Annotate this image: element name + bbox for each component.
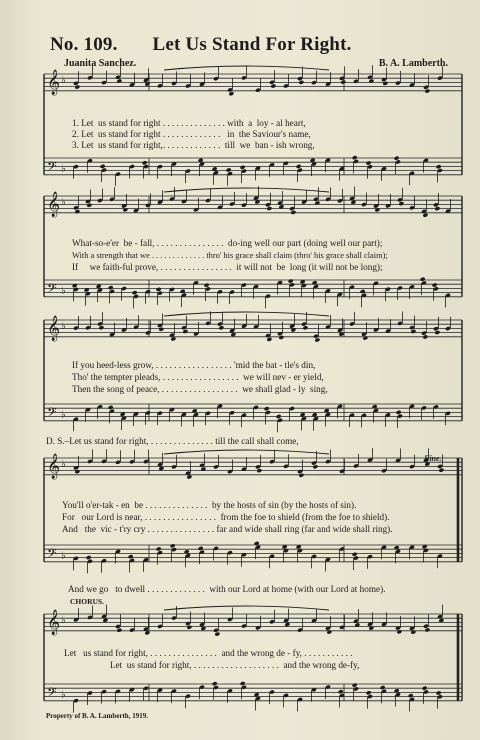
note-head <box>396 410 402 415</box>
note-head <box>214 632 220 637</box>
flat-icon: ♭ <box>61 75 66 87</box>
note-head <box>264 406 270 411</box>
note-head <box>228 91 234 96</box>
note-head <box>288 278 294 283</box>
note-head <box>396 629 402 634</box>
note-head <box>352 683 358 688</box>
note-head <box>312 464 318 469</box>
note-head <box>74 469 80 474</box>
tie-arc <box>164 606 329 610</box>
note-head <box>420 277 426 282</box>
note-head <box>122 207 128 212</box>
note-head <box>226 167 232 172</box>
note-head <box>98 325 104 330</box>
note-head <box>326 629 332 634</box>
bass-clef-icon: 𝄢 <box>47 685 57 704</box>
note-head <box>298 80 304 85</box>
flat-icon: ♭ <box>61 285 66 297</box>
hymn-title: Let Us Stand For Right. <box>152 34 352 55</box>
note-head <box>410 329 416 334</box>
note-head <box>424 88 430 93</box>
note-head <box>394 156 400 161</box>
note-head <box>170 543 176 548</box>
bass-clef-icon: 𝄢 <box>47 281 57 300</box>
note-head <box>338 689 344 694</box>
verse-line: You'll o'er-tak - en be . . . . . . . . . . . . . . by the hosts of sin (by the hosts of sin). <box>62 500 357 510</box>
note-head <box>352 155 358 160</box>
treble-clef-icon: 𝄞 <box>47 454 61 480</box>
note-head <box>434 330 440 335</box>
note-head <box>422 213 428 218</box>
verse-line: What-so-e'er be - fall, . . . . . . . . . . . . . . . do-ing well our part (doing well our part); <box>72 238 383 248</box>
note-head <box>382 81 388 86</box>
note-head <box>434 206 440 211</box>
note-head <box>240 681 246 686</box>
note-head <box>374 207 380 212</box>
note-head <box>182 329 188 334</box>
composer-credit: B. A. Lamberth. <box>378 58 448 69</box>
flat-icon: ♭ <box>61 163 66 175</box>
treble-clef-icon: 𝄞 <box>47 316 61 342</box>
tie-arc <box>164 188 329 192</box>
lyricist-credit: Juanita Sanchez. <box>64 58 137 69</box>
bass-clef-icon: 𝄢 <box>47 159 57 178</box>
note-head <box>340 80 346 85</box>
verse-line: And the vic - t'ry cry . . . . . . . . . . . . . . . far and wide shall ring (far and wide shall ring). <box>62 524 393 534</box>
verse-line: 3. Let us stand for right,. . . . . . . . . . . . . till we ban - ish wrong, <box>72 140 315 150</box>
note-head <box>366 161 372 166</box>
verse-line: 2. Let us stand for right . . . . . . . . . . . . . in the Saviour's name, <box>72 129 311 139</box>
verse-line: For our Lord is near, . . . . . . . . . . . . . . . . from the foe to shield (from the foe to shield). <box>62 512 390 522</box>
flat-icon: ♭ <box>61 197 66 209</box>
verse-line: If you heed-less grow, . . . . . . . . . . . . . . . . . 'mid the bat - tle's din, <box>72 360 316 370</box>
note-head <box>266 206 272 211</box>
flat-icon: ♭ <box>61 459 66 471</box>
note-head <box>410 630 416 635</box>
note-head <box>142 160 148 165</box>
note-head <box>296 164 302 169</box>
note-head <box>156 546 162 551</box>
flat-icon: ♭ <box>61 550 66 562</box>
note-head <box>86 555 92 560</box>
note-head <box>276 414 282 419</box>
note-head <box>298 473 304 478</box>
flat-icon: ♭ <box>61 689 66 701</box>
note-head <box>100 164 106 169</box>
note-head <box>108 405 114 410</box>
flat-icon: ♭ <box>61 615 66 627</box>
note-head <box>352 552 358 557</box>
flat-icon: ♭ <box>61 409 66 421</box>
note-head <box>180 289 186 294</box>
note-head <box>312 280 318 285</box>
note-head <box>266 337 272 342</box>
note-head <box>116 628 122 633</box>
fine-marking: Fine. <box>424 454 442 463</box>
note-head <box>398 201 404 206</box>
note-head <box>360 289 366 294</box>
note-head <box>132 290 138 295</box>
note-head <box>278 335 284 340</box>
note-head <box>212 681 218 686</box>
note-head <box>186 625 192 630</box>
ds-line: D. S.–Let us stand for right, . . . . . . . . . . . . . . till the call shall come, <box>46 436 299 446</box>
hymn-number: No. 109. <box>50 34 118 55</box>
note-head <box>158 327 164 332</box>
note-head <box>366 690 372 695</box>
note-head <box>204 283 210 288</box>
note-head <box>424 627 430 632</box>
copyright-footer: Property of B. A. Lamberth, 1919. <box>46 712 148 720</box>
treble-clef-icon: 𝄞 <box>47 70 61 96</box>
verse-line: 1. Let us stand for right . . . . . . . . . . . . . . with a loy - al heart, <box>72 118 306 128</box>
note-head <box>74 85 80 90</box>
note-head <box>380 685 386 690</box>
verse-line: Tho' the tempter pleads, . . . . . . . . . . . . . . . . . we will nev - er yield, <box>72 372 324 382</box>
note-head <box>256 468 262 473</box>
note-head <box>314 337 320 342</box>
ds-verse-line: And we go to dwell . . . . . . . . . . . . . with our Lord at home (with our Lord at home). <box>68 584 386 594</box>
note-head <box>74 209 80 214</box>
note-head <box>108 285 114 290</box>
bass-clef-icon: 𝄢 <box>47 546 57 565</box>
verse-line: If we faith-ful prove, . . . . . . . . . . . . . . . . it will not be long (it will not be long); <box>72 262 383 272</box>
chorus-line: Let us stand for right, . . . . . . . . . . . . . . . . . . . and the wrong de-fy, <box>64 660 360 670</box>
bass-clef-icon: 𝄢 <box>47 405 57 424</box>
note-head <box>86 203 92 208</box>
treble-clef-icon: 𝄞 <box>47 610 61 636</box>
note-head <box>290 210 296 215</box>
chorus-line: Let us stand for right, . . . . . . . . . . . . . . . and the wrong de - fy, . . . . . . . . . . . <box>64 648 353 658</box>
tie-arc <box>164 450 329 454</box>
note-head <box>408 693 414 698</box>
verse-line: With a strength that we . . . . . . . . . . . . . thro' his grace shall claim (thro' his grace shall claim); <box>72 251 388 260</box>
note-head <box>270 83 276 88</box>
note-head <box>362 335 368 340</box>
note-head <box>432 283 438 288</box>
note-head <box>422 686 428 691</box>
note-head <box>436 690 442 695</box>
note-head <box>302 325 308 330</box>
verse-line: Then the song of peace, . . . . . . . . . . . . . . . . . we shall glad - ly sing, <box>72 384 328 394</box>
treble-clef-icon: 𝄞 <box>47 192 61 218</box>
note-head <box>438 468 444 473</box>
note-head <box>156 287 162 292</box>
note-head <box>436 164 442 169</box>
chorus-label: CHORUS. <box>70 597 104 606</box>
note-head <box>422 334 428 339</box>
note-head <box>240 165 246 170</box>
flat-icon: ♭ <box>61 321 66 333</box>
note-head <box>368 78 374 83</box>
note-head <box>198 546 204 551</box>
note-head <box>128 554 134 559</box>
note-head <box>218 325 224 330</box>
